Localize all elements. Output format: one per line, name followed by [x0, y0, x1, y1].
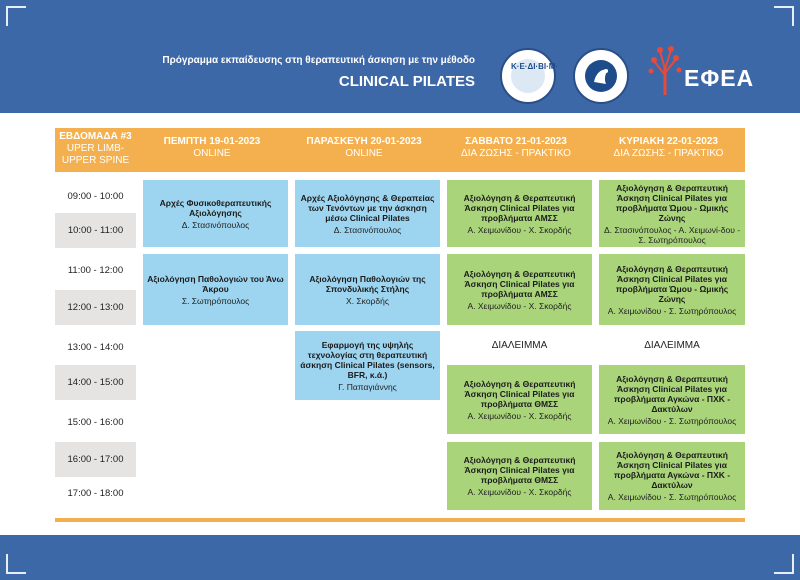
session-block: [447, 254, 592, 325]
time-slot: 09:00 - 10:00: [55, 180, 136, 213]
day-mode: ONLINE: [193, 148, 231, 159]
session-title: Αξιολόγηση & Θεραπευτική Άσκηση Clinical Pilates για προβλήματα Ώμου - Ωμικής Ζώνης: [615, 182, 729, 223]
time-slot: 10:00 - 11:00: [55, 213, 136, 248]
program-title: CLINICAL PILATES: [338, 73, 475, 90]
session-instructor: Α. Χειμωνίδου - Χ. Σκορδής: [467, 410, 572, 421]
session-instructor: Α. Χειμωνίδου - Χ. Σκορδής: [467, 487, 572, 497]
day-mode: ΔΙΑ ΖΩΣΗΣ - ΠΡΑΚΤΙΚΟ: [461, 148, 571, 159]
week-header: [55, 128, 136, 172]
tree-icon: [648, 45, 682, 95]
university-logo: [573, 48, 629, 104]
time-slot: 16:00 - 17:00: [55, 442, 136, 477]
session-title: Αξιολόγηση & Θεραπευτική Άσκηση Clinical Pilates για προβλήματα ΘΜΣΣ: [463, 378, 576, 409]
session-block: [599, 180, 745, 247]
break-label: ΔΙΑΛΕΙΜΜΑ: [491, 339, 548, 351]
session-block: [447, 180, 592, 247]
day-date: ΠΕΜΠΤΗ 19-01-2023: [163, 136, 261, 147]
session-title: Αρχές Αξιολόγησης & Θεραπείας των Τενόντων με την άσκηση μέσω Clinical Pilates: [300, 192, 435, 223]
session-instructor: Δ. Στασινόπουλος: [181, 219, 250, 230]
day-date: ΚΥΡΙΑΚΗ 22-01-2023: [619, 136, 718, 147]
session-block: [599, 365, 745, 434]
session-instructor: Χ. Σκορδής: [346, 295, 389, 306]
session-instructor: Α. Χειμωνίδου - Χ. Σκορδής: [467, 300, 572, 311]
session-instructor: Γ. Παπαγιάννης: [338, 381, 397, 392]
session-title: Αξιολόγηση & Θεραπευτική Άσκηση Clinical Pilates για προβλήματα ΘΜΣΣ: [463, 455, 576, 485]
session-title: Αξιολόγηση Παθολογιών του Άνω Άκρου: [147, 273, 284, 294]
time-slot: 12:00 - 13:00: [55, 290, 136, 325]
week-topic-line2: UPPER SPINE: [61, 155, 130, 166]
session-block: [447, 365, 592, 434]
session-block: [295, 254, 440, 325]
session-title: Αρχές Φυσικοθεραπευτικής Αξιολόγησης: [159, 197, 272, 218]
session-title: Αξιολόγηση & Θεραπευτική Άσκηση Clinical Pilates για προβλήματα ΑΜΣΣ: [463, 192, 576, 223]
corner-ornament: [6, 6, 26, 26]
session-instructor: Α. Χειμωνίδου - Χ. Σκορδής: [467, 224, 572, 235]
bottom-banner: [0, 535, 800, 580]
efea-logo-text: ΕΦΕΑ: [684, 65, 755, 91]
time-slot: 11:00 - 12:00: [55, 254, 136, 287]
break-label: ΔΙΑΛΕΙΜΜΑ: [644, 339, 700, 351]
time-slot: 14:00 - 15:00: [55, 365, 136, 400]
kedivim-logo: [500, 48, 559, 104]
day-date: ΣΑΒΒΑΤΟ 21-01-2023: [465, 136, 567, 147]
session-block: [599, 442, 745, 510]
university-seal-icon: [585, 60, 617, 92]
session-title: Αξιολόγηση & Θεραπευτική Άσκηση Clinical Pilates για προβλήματα Αγκώνα - ΠΧΚ - Δακτύλων: [613, 450, 731, 490]
time-slot: 17:00 - 18:00: [55, 477, 136, 510]
kedivim-logo-text: Κ·Ε·ΔΙ·ΒΙ·Μ·: [511, 59, 545, 93]
day-mode: ONLINE: [345, 148, 383, 159]
efea-logo: [648, 45, 755, 100]
session-title: Αξιολόγηση & Θεραπευτική Άσκηση Clinical Pilates για προβλήματα Αγκώνα - ΠΧΚ - Δακτύλων: [613, 373, 731, 414]
day-header-friday: [288, 128, 440, 172]
session-instructor: Δ. Στασινόπουλος: [333, 224, 402, 235]
session-title: Αξιολόγηση & Θεραπευτική Άσκηση Clinical Pilates για προβλήματα ΑΜΣΣ: [463, 268, 576, 299]
day-header-sunday: [592, 128, 745, 172]
session-instructor: Δ. Στασινόπουλος - Α. Χειμωνί-δου - Σ. Σωτηρόπουλος: [603, 224, 741, 245]
day-header-saturday: [440, 128, 592, 172]
week-label: ΕΒΔΟΜΑΔΑ #3: [59, 131, 132, 142]
session-instructor: Σ. Σωτηρόπουλος: [181, 295, 250, 306]
session-block: [143, 180, 288, 247]
session-title: Αξιολόγηση & Θεραπευτική Άσκηση Clinical Pilates για προβλήματα Ώμου - Ωμικής Ζώνης: [615, 263, 729, 304]
session-title: Αξιολόγηση Παθολογιών της Σπονδυλικής Στήλης: [309, 273, 426, 294]
session-block: [599, 254, 745, 325]
corner-ornament: [6, 554, 26, 574]
session-instructor: Α. Χειμωνίδου - Σ. Σωτηρόπουλος: [607, 305, 737, 316]
time-slot: 13:00 - 14:00: [55, 331, 136, 364]
session-block: [295, 331, 440, 400]
session-instructor: Α. Χειμωνίδου - Σ. Σωτηρόπουλος: [607, 492, 737, 502]
top-banner: [0, 0, 800, 113]
session-block: [295, 180, 440, 247]
week-topic-line1: UPER LIMB-: [66, 143, 125, 154]
session-block: [143, 254, 288, 325]
program-subtitle: Πρόγραμμα εκπαίδευσης στη θεραπευτική άσκηση με την μέθοδο: [162, 55, 475, 66]
corner-ornament: [774, 554, 794, 574]
day-mode: ΔΙΑ ΖΩΣΗΣ - ΠΡΑΚΤΙΚΟ: [613, 148, 724, 159]
time-slot: 15:00 - 16:00: [55, 406, 136, 439]
corner-ornament: [774, 6, 794, 26]
day-header-thursday: [136, 128, 288, 172]
session-title: Εφαρμογή της υψηλής τεχνολογίας στη θεραπευτική άσκηση Clinical Pilates (sensors, BFR, κ.ά.): [300, 339, 435, 380]
day-date: ΠΑΡΑΣΚΕΥΗ 20-01-2023: [306, 136, 422, 147]
bottom-divider: [55, 518, 745, 522]
session-block: [447, 442, 592, 510]
session-instructor: Α. Χειμωνίδου - Σ. Σωτηρόπουλος: [607, 415, 737, 426]
